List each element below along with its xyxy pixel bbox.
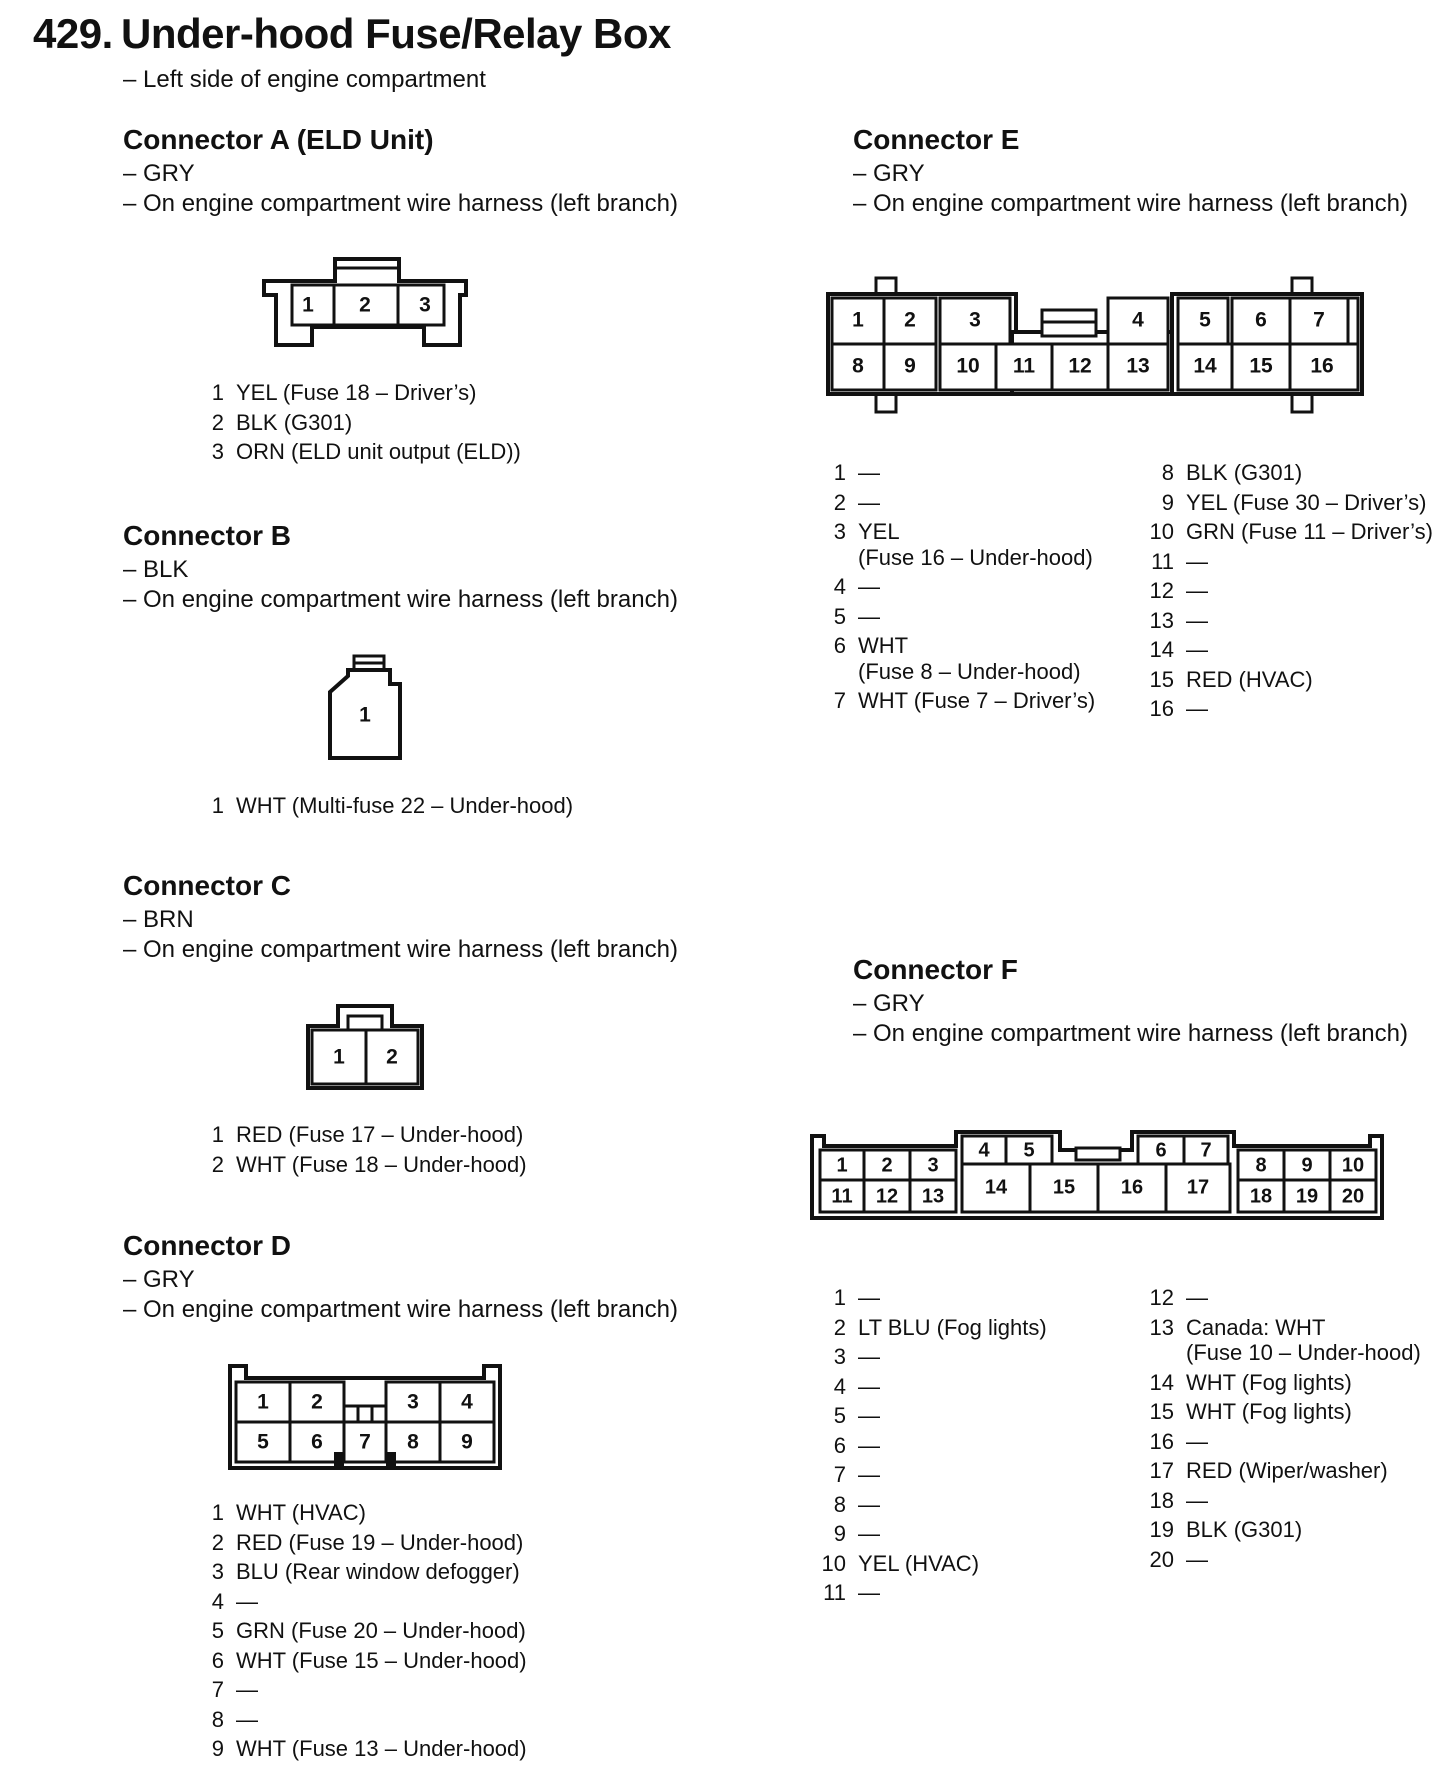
pin-description: BLU (Rear window defogger) — [236, 1559, 520, 1584]
connector-d-cavity-label: 1 — [257, 1390, 269, 1414]
connector-d-location: – On engine compartment wire harness (left branch) — [123, 1296, 678, 1323]
pin-description: YEL (Fuse 18 – Driver’s) — [236, 380, 477, 405]
connector-c-section — [123, 870, 678, 964]
pin-row — [1138, 1515, 1421, 1545]
pin-number: 3 — [833, 519, 846, 544]
pin-description: WHT — [858, 633, 909, 658]
connector-e-cavity-label: 2 — [904, 308, 916, 332]
connector-e-cavity-label: 5 — [1199, 308, 1211, 332]
pin-description: — — [858, 1491, 880, 1517]
pin-description: YEL (Fuse 30 – Driver’s) — [1186, 489, 1427, 515]
connector-c-cavity-label: 2 — [386, 1045, 398, 1069]
pin-description: — — [1186, 548, 1208, 574]
pin-description: YEL (HVAC) — [858, 1550, 980, 1576]
pin-number: 9 — [1161, 489, 1174, 515]
pin-description: — — [1186, 696, 1208, 721]
pin-description: LT BLU (Fog lights) — [858, 1314, 1047, 1340]
pin-row — [810, 1578, 1047, 1608]
pin-number: 11 — [1151, 548, 1174, 574]
pin-description: — — [1186, 578, 1208, 603]
pin-row — [200, 1675, 527, 1705]
pin-description: — — [858, 603, 880, 629]
connector-d-diagram — [228, 1364, 506, 1470]
pin-number: 1 — [211, 1122, 224, 1147]
connector-f-cavity-label: 5 — [1023, 1139, 1035, 1162]
pin-number: 5 — [833, 1403, 846, 1428]
connector-d-section — [123, 1230, 678, 1324]
connector-f-diagram — [810, 1126, 1386, 1222]
pin-description: — — [1186, 607, 1208, 633]
pin-row — [200, 408, 521, 438]
pin-number: 6 — [833, 1432, 846, 1458]
connector-c-diagram — [306, 1004, 426, 1090]
pin-description: GRN (Fuse 20 – Under-hood) — [236, 1618, 526, 1643]
pin-description: — — [1186, 637, 1208, 662]
connector-f-cavity-label: 19 — [1295, 1185, 1319, 1208]
connector-b-cavity-label: 1 — [359, 703, 371, 727]
pin-description: — — [858, 1373, 880, 1399]
pin-row — [200, 1734, 527, 1764]
connector-e-color: – GRY — [853, 160, 925, 187]
connector-e-cavity-label: 16 — [1310, 354, 1334, 378]
pin-row — [810, 1549, 1047, 1579]
pin-description: — — [236, 1706, 258, 1732]
pin-description: WHT (Multi-fuse 22 – Under-hood) — [236, 793, 574, 818]
pin-row — [200, 1616, 527, 1646]
connector-a-cavity-label: 1 — [302, 293, 314, 317]
pin-description: — — [1186, 1487, 1208, 1513]
pin-row — [810, 1519, 1047, 1549]
connector-e-cavity-label: 15 — [1249, 354, 1273, 378]
pin-row — [1138, 458, 1433, 488]
connector-d-cavity-label: 5 — [257, 1430, 269, 1454]
section-number: 429. — [33, 10, 113, 57]
connector-a-section — [123, 124, 678, 218]
pin-number: 14 — [1149, 637, 1174, 662]
connector-f-cavity-label: 12 — [875, 1185, 899, 1208]
pin-number: 10 — [1149, 519, 1174, 544]
pin-description: WHT (Fuse 7 – Driver’s) — [858, 688, 1096, 713]
pin-row — [1138, 1545, 1421, 1575]
connector-e-cavity-label: 6 — [1255, 308, 1267, 332]
pin-description: — — [858, 489, 880, 515]
pin-description: WHT (Fog lights) — [1186, 1369, 1352, 1395]
pin-number: 1 — [833, 460, 846, 485]
pin-row — [810, 1372, 1047, 1402]
connector-a-cavity-label: 2 — [359, 293, 371, 317]
pin-description: Canada: WHT — [1186, 1314, 1326, 1340]
connector-f-cavity-label: 18 — [1249, 1185, 1273, 1208]
connector-a-title: Connector A (ELD Unit) — [123, 124, 434, 155]
pin-number: 13 — [1149, 1314, 1174, 1340]
pin-number: 3 — [833, 1344, 846, 1369]
connector-f-cavity-label: 13 — [921, 1185, 945, 1208]
pin-number: 9 — [211, 1736, 224, 1761]
pin-description: — — [858, 574, 880, 599]
connector-b-color: – BLK — [123, 556, 189, 583]
pin-row — [822, 458, 1095, 488]
pin-number: 19 — [1149, 1517, 1174, 1542]
connector-e-cavity-label: 14 — [1193, 354, 1217, 378]
pin-description: — — [858, 460, 880, 485]
pin-number: 2 — [211, 409, 224, 435]
pin-row — [1138, 665, 1433, 695]
pin-number: 8 — [833, 1491, 846, 1517]
pin-description: WHT (Fog lights) — [1186, 1399, 1352, 1424]
connector-f-cavity-label: 7 — [1200, 1139, 1212, 1162]
pin-row — [1138, 1427, 1421, 1457]
pin-row — [810, 1431, 1047, 1461]
connector-a-pin-list — [200, 378, 521, 467]
connector-d-cavity-label: 9 — [461, 1430, 473, 1454]
pin-description-continued: (Fuse 16 – Under-hood) — [858, 544, 1093, 570]
pin-row — [200, 1498, 527, 1528]
pin-description: — — [1186, 1546, 1208, 1572]
pin-description: — — [858, 1403, 880, 1428]
connector-b-location: – On engine compartment wire harness (left branch) — [123, 586, 678, 613]
pin-number: 3 — [211, 1559, 224, 1584]
pin-row — [810, 1401, 1047, 1431]
connector-e-cavity-label: 11 — [1012, 354, 1036, 378]
connector-d-cavity-label: 8 — [407, 1430, 419, 1454]
pin-row — [200, 378, 521, 408]
pin-number: 15 — [1149, 1399, 1174, 1424]
pin-row — [1138, 1397, 1421, 1427]
pin-description: — — [858, 1285, 880, 1310]
pin-description: RED (Fuse 19 – Under-hood) — [236, 1529, 524, 1555]
pin-number: 18 — [1149, 1487, 1174, 1513]
pin-description: — — [858, 1432, 880, 1458]
pin-number: 3 — [211, 439, 224, 464]
page-subtitle: – Left side of engine compartment — [123, 66, 486, 93]
connector-f-cavity-label: 4 — [978, 1139, 990, 1162]
pin-number: 20 — [1149, 1546, 1174, 1572]
pin-row — [822, 602, 1095, 632]
pin-number: 1 — [833, 1285, 846, 1310]
pin-number: 9 — [833, 1521, 846, 1546]
pin-number: 5 — [833, 603, 846, 629]
pin-number: 13 — [1149, 607, 1174, 633]
pin-number: 12 — [1149, 1285, 1174, 1310]
connector-e-cavity-label: 4 — [1132, 308, 1144, 332]
connector-e-title: Connector E — [853, 124, 1020, 155]
connector-e-cavity-label: 7 — [1313, 308, 1325, 332]
pin-number: 7 — [833, 688, 846, 713]
connector-f-pin-list-right — [1138, 1283, 1421, 1574]
connector-c-cavity-label: 1 — [333, 1045, 345, 1069]
pin-row — [810, 1490, 1047, 1520]
pin-number: 8 — [1161, 460, 1174, 485]
pin-row — [1138, 547, 1433, 577]
pin-description: RED (HVAC) — [1186, 666, 1313, 692]
connector-f-cavity-label: 6 — [1155, 1139, 1167, 1162]
pin-row — [1138, 694, 1433, 724]
connector-f-title: Connector F — [853, 954, 1018, 985]
connector-d-cavity-label: 2 — [311, 1390, 323, 1414]
connector-d-title: Connector D — [123, 1230, 291, 1261]
pin-description: — — [858, 1580, 880, 1605]
pin-number: 4 — [833, 1373, 846, 1399]
pin-row — [1138, 488, 1433, 518]
pin-row — [200, 791, 573, 821]
connector-f-cavity-label: 17 — [1186, 1176, 1210, 1199]
pin-number: 14 — [1149, 1369, 1174, 1395]
pin-row — [810, 1313, 1047, 1343]
pin-description: RED (Fuse 17 – Under-hood) — [236, 1122, 524, 1147]
pin-row — [822, 488, 1095, 518]
connector-b-title: Connector B — [123, 520, 291, 551]
pin-row — [822, 686, 1095, 716]
pin-number: 7 — [211, 1677, 224, 1702]
connector-e-cavity-label: 13 — [1126, 354, 1150, 378]
connector-e-cavity-label: 9 — [904, 354, 916, 378]
connector-e-cavity-label: 1 — [852, 308, 864, 332]
pin-description: — — [236, 1588, 258, 1614]
pin-number: 17 — [1149, 1458, 1174, 1483]
pin-number: 8 — [211, 1706, 224, 1732]
pin-description: — — [858, 1462, 880, 1487]
pin-description: YEL — [858, 519, 900, 544]
pin-description: WHT (Fuse 15 – Under-hood) — [236, 1647, 527, 1673]
pin-description: GRN (Fuse 11 – Driver’s) — [1186, 519, 1433, 544]
pin-number: 2 — [833, 489, 846, 515]
connector-e-section — [853, 124, 1408, 218]
connector-d-cavity-label: 3 — [407, 1390, 419, 1414]
connector-f-pin-list-left — [810, 1283, 1047, 1608]
pin-number: 10 — [821, 1550, 846, 1576]
pin-number: 11 — [823, 1580, 846, 1605]
connector-f-cavity-label: 3 — [927, 1154, 939, 1177]
connector-f-cavity-label: 10 — [1341, 1154, 1365, 1177]
connector-e-location: – On engine compartment wire harness (left branch) — [853, 190, 1408, 217]
connector-f-cavity-label: 2 — [881, 1154, 893, 1177]
connector-c-pin-list — [200, 1120, 527, 1179]
pin-number: 2 — [211, 1529, 224, 1555]
pin-number: 15 — [1149, 666, 1174, 692]
pin-number: 6 — [833, 633, 846, 658]
pin-number: 7 — [833, 1462, 846, 1487]
pin-number: 2 — [211, 1151, 224, 1177]
connector-b-pin-list — [200, 791, 573, 821]
pin-row — [200, 1528, 527, 1558]
connector-c-location: – On engine compartment wire harness (left branch) — [123, 936, 678, 963]
pin-row — [810, 1342, 1047, 1372]
pin-number: 5 — [211, 1618, 224, 1643]
connector-d-cavity-label: 6 — [311, 1430, 323, 1454]
pin-number: 16 — [1149, 1428, 1174, 1454]
pin-row — [1138, 576, 1433, 606]
pin-row — [200, 1705, 527, 1735]
pin-row — [200, 437, 521, 467]
pin-row — [810, 1460, 1047, 1490]
connector-b-section — [123, 520, 678, 614]
pin-row — [200, 1557, 527, 1587]
connector-c-color: – BRN — [123, 906, 194, 933]
connector-e-cavity-label: 12 — [1068, 354, 1092, 378]
pin-row — [200, 1120, 527, 1150]
pin-description: BLK (G301) — [1186, 1517, 1303, 1542]
connector-e-cavity-label: 8 — [852, 354, 864, 378]
connector-f-cavity-label: 9 — [1301, 1154, 1313, 1177]
pin-description: BLK (G301) — [236, 409, 353, 435]
connector-f-color: – GRY — [853, 990, 925, 1017]
pin-number: 1 — [211, 380, 224, 405]
connector-d-pin-list — [200, 1498, 527, 1764]
connector-e-diagram — [826, 274, 1370, 418]
pin-number: 1 — [211, 1500, 224, 1525]
pin-description-continued: (Fuse 8 – Under-hood) — [858, 658, 1081, 684]
connector-a-color: – GRY — [123, 160, 195, 187]
pin-description: — — [1186, 1285, 1208, 1310]
pin-row — [822, 572, 1095, 602]
pin-number: 16 — [1149, 696, 1174, 721]
pin-row — [1138, 1456, 1421, 1486]
pin-number: 2 — [833, 1314, 846, 1340]
connector-f-cavity-label: 14 — [984, 1176, 1008, 1199]
pin-row — [1138, 635, 1433, 665]
pin-description: — — [858, 1344, 880, 1369]
pin-number: 4 — [833, 574, 846, 599]
connector-e-cavity-label: 3 — [969, 308, 981, 332]
connector-a-location: – On engine compartment wire harness (left branch) — [123, 190, 678, 217]
connector-f-cavity-label: 8 — [1255, 1154, 1267, 1177]
pin-row — [1138, 1368, 1421, 1398]
connector-f-cavity-label: 15 — [1052, 1176, 1076, 1199]
pin-description: WHT (HVAC) — [236, 1500, 366, 1525]
pin-number: 1 — [211, 793, 224, 818]
pin-number: 4 — [211, 1588, 224, 1614]
pin-description: RED (Wiper/washer) — [1186, 1458, 1388, 1483]
pin-row — [1138, 517, 1433, 547]
pin-description: WHT (Fuse 18 – Under-hood) — [236, 1151, 527, 1177]
connector-d-color: – GRY — [123, 1266, 195, 1293]
connector-f-cavity-label: 20 — [1341, 1185, 1365, 1208]
connector-f-section — [853, 954, 1408, 1048]
pin-row — [200, 1150, 527, 1180]
pin-row — [1138, 606, 1433, 636]
pin-description: ORN (ELD unit output (ELD)) — [236, 439, 521, 464]
connector-f-cavity-label: 1 — [836, 1154, 848, 1177]
connector-a-diagram — [262, 255, 472, 347]
pin-description-continued: (Fuse 10 – Under-hood) — [1186, 1340, 1421, 1365]
connector-f-location: – On engine compartment wire harness (left branch) — [853, 1020, 1408, 1047]
pin-number: 6 — [211, 1647, 224, 1673]
pin-row — [200, 1587, 527, 1617]
connector-e-pin-list-left — [822, 458, 1095, 716]
connector-e-cavity-label: 10 — [956, 354, 980, 378]
pin-row — [1138, 1283, 1421, 1313]
connector-b-diagram — [328, 654, 404, 760]
pin-description: BLK (G301) — [1186, 460, 1303, 485]
pin-description: — — [236, 1677, 258, 1702]
section-title: Under-hood Fuse/Relay Box — [121, 10, 671, 57]
connector-f-cavity-label: 16 — [1120, 1176, 1144, 1199]
page-title — [33, 10, 671, 58]
pin-row — [200, 1646, 527, 1676]
pin-row — [810, 1283, 1047, 1313]
connector-d-cavity-label: 7 — [359, 1430, 371, 1454]
connector-c-title: Connector C — [123, 870, 291, 901]
connector-d-cavity-label: 4 — [461, 1390, 473, 1414]
pin-description: — — [1186, 1428, 1208, 1454]
connector-a-cavity-label: 3 — [419, 293, 431, 317]
connector-e-pin-list-right — [1138, 458, 1433, 724]
pin-description: WHT (Fuse 13 – Under-hood) — [236, 1736, 527, 1761]
pin-number: 12 — [1149, 578, 1174, 603]
pin-description: — — [858, 1521, 880, 1546]
pin-row — [1138, 1486, 1421, 1516]
connector-f-cavity-label: 11 — [831, 1185, 853, 1208]
